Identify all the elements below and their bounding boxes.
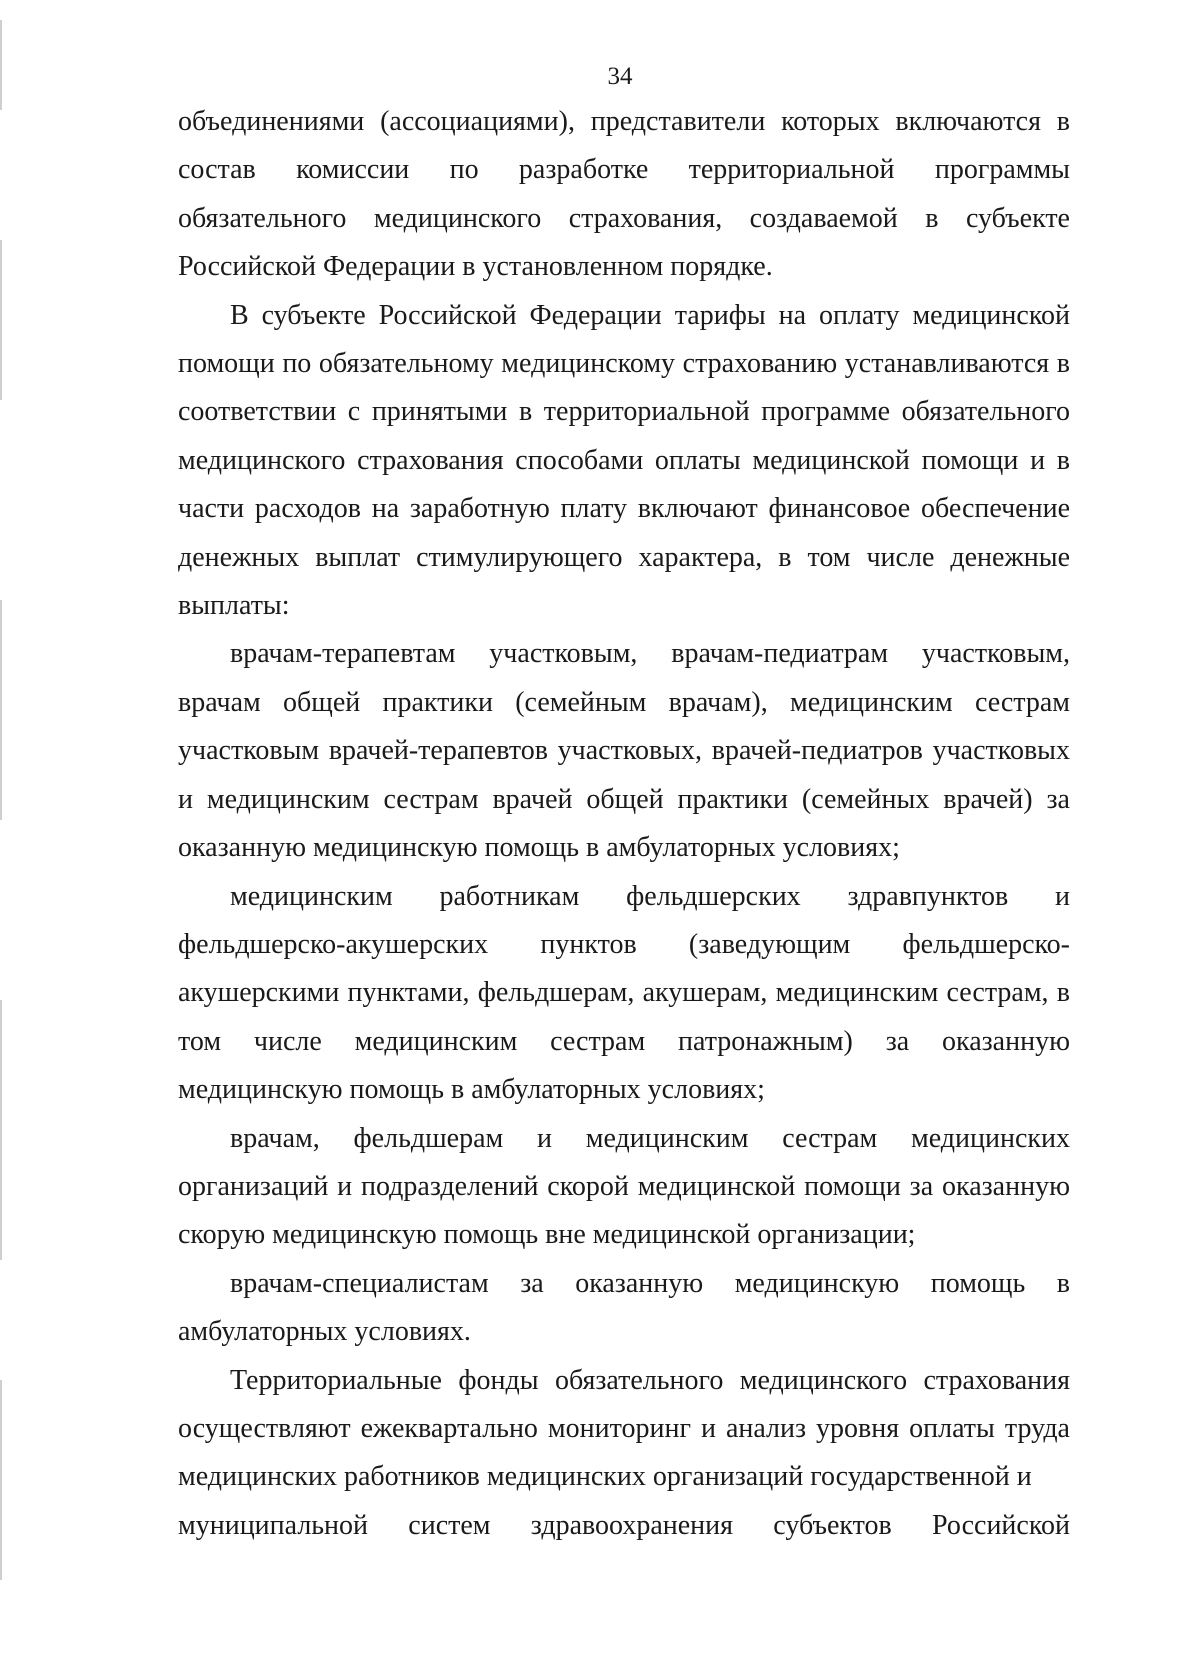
scan-margin-marks [0, 0, 4, 1661]
paragraph: врачам, фельдшерам и медицинским сестрам медицинских организаций и подразделений скорой медицинской помощи за оказанную скорую медицинскую помощь вне медицинской организации; [178, 1122, 1070, 1251]
paragraph: Территориальные фонды обязательного медицинского страхования осуществляют ежеквартально мониторинг и анализ уровня оплаты труда медицинских работников медицинских организаций государственной и [178, 1364, 1070, 1493]
paragraph: В субъекте Российской Федерации тарифы на оплату медицинской помощи по обязательному медицинскому страхованию устанавливаются в соответствии с принятыми в территориальной программе обязательного медицинского страхования способами оплаты медицинской помощи и в части расходов на заработную плату включают финансовое обеспечение денежных выплат стимулирующего характера, в том числе денежные выплаты: [178, 299, 1070, 622]
paragraph: врачам-специалистам за оказанную медицинскую помощь в амбулаторных условиях. [178, 1267, 1070, 1348]
paragraph: медицинским работникам фельдшерских здравпунктов и фельдшерско-акушерских пунктов (заведующим фельдшерско-акушерскими пунктами, фельдшерам, акушерам, медицинским сестрам, в том числе медицинским сестрам патронажным) за оказанную медицинскую помощь в амбулаторных условиях; [178, 880, 1070, 1106]
paragraph: объединениями (ассоциациями), представители которых включаются в состав комиссии по разработке территориальной программы обязательного медицинского страхования, создаваемой в субъекте Российской Федерации в установленном порядке. [178, 106, 1070, 283]
document-body [178, 98, 1070, 1550]
paragraph: врачам-терапевтам участковым, врачам-педиатрам участковым, врачам общей практики (семейным врачам), медицинским сестрам участковым врачей-терапевтов участковых, врачей-педиатров участковых и медицинским сестрам врачей общей практики (семейных врачей) за оказанную медицинскую помощь в амбулаторных условиях; [178, 638, 1070, 864]
paragraph-last-line: муниципальной систем здравоохранения субъектов Российской [178, 1509, 1070, 1541]
page-number: 34 [607, 63, 633, 90]
